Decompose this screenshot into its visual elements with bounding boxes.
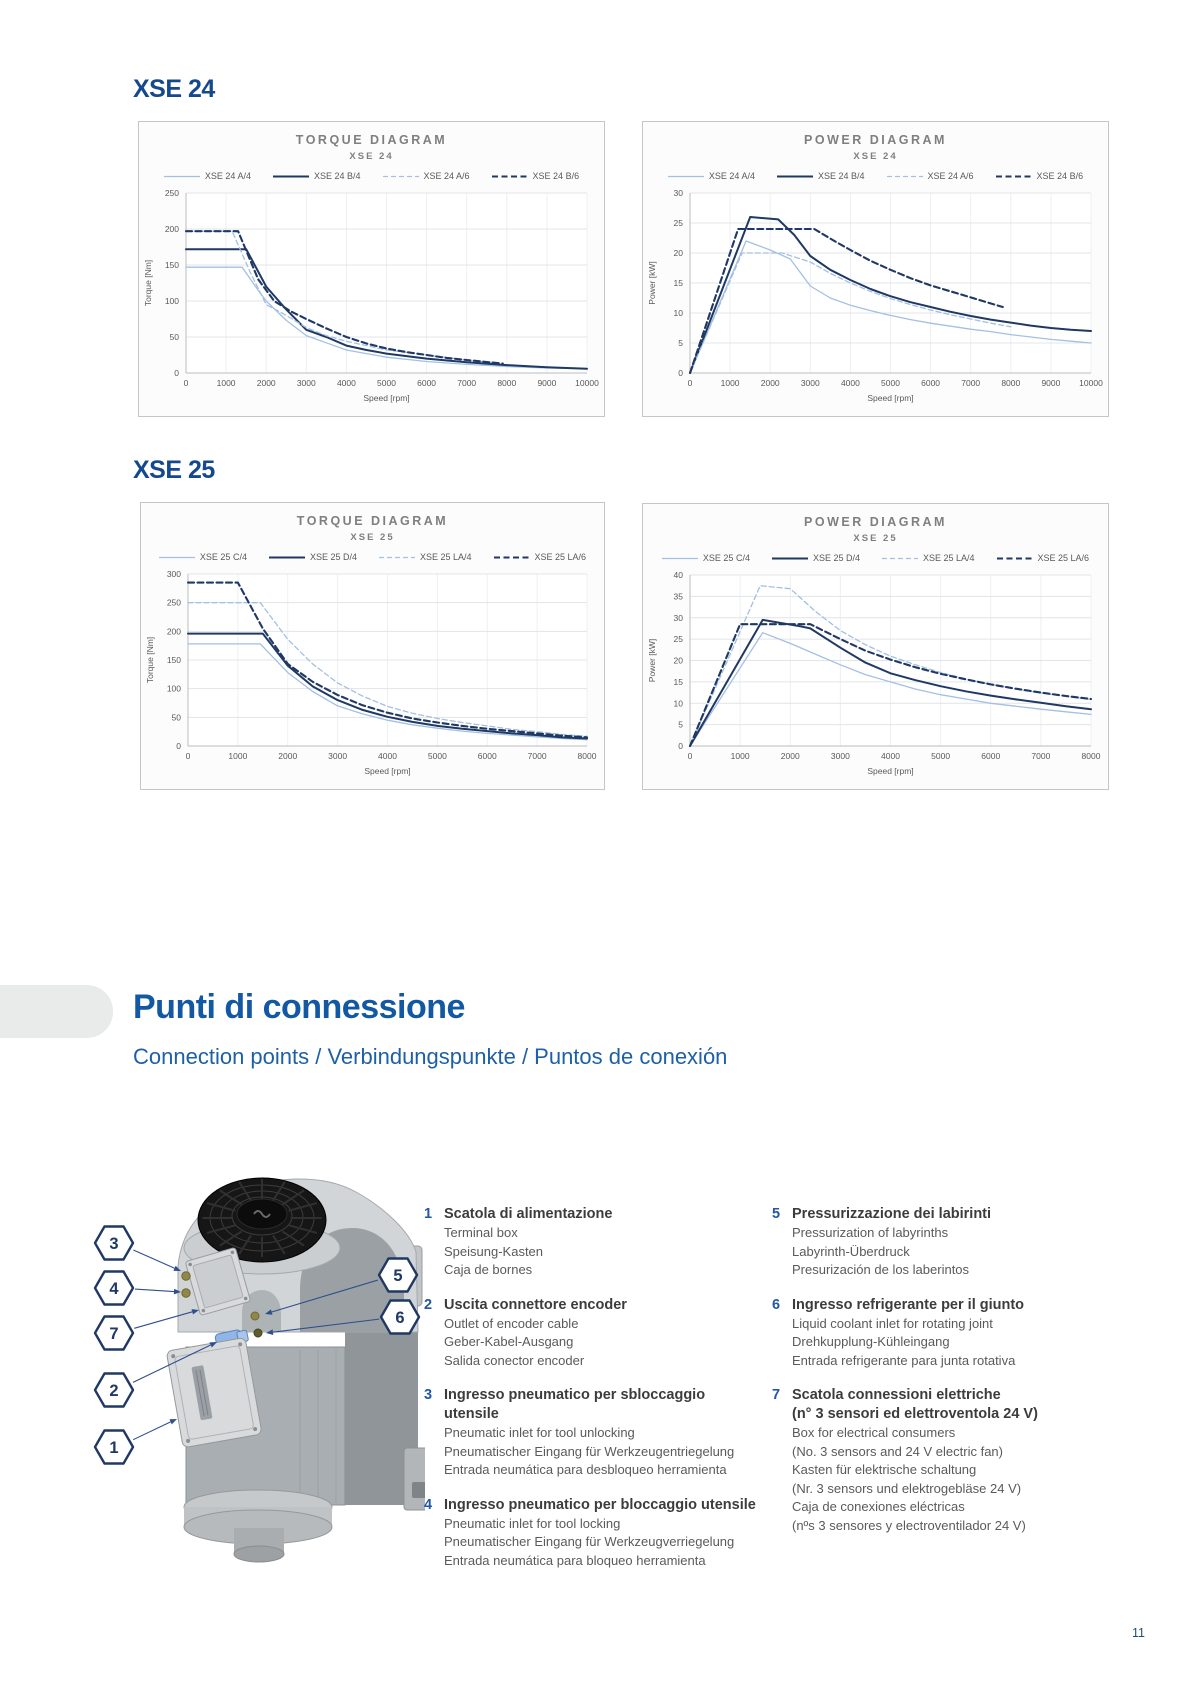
callout-number: 3 [109, 1235, 119, 1253]
item-body [444, 1496, 756, 1571]
chart-title: TORQUE DIAGRAM [296, 514, 449, 528]
item-translation: Entrada neumática para desbloqueo herramienta [444, 1462, 727, 1477]
legend-line-sample [777, 172, 813, 181]
legend-label: XSE 25 LA/4 [419, 552, 472, 562]
motor-foot-bracket [404, 1448, 425, 1510]
legend-label: XSE 25 LA/4 [922, 553, 975, 563]
callout-number: 6 [395, 1309, 405, 1327]
svg-text:6000: 6000 [477, 751, 497, 761]
svg-text:4000: 4000 [378, 751, 397, 761]
item-translation: Speisung-Kasten [444, 1243, 544, 1259]
labyrinth-fitting [251, 1312, 259, 1320]
item-translation: Entrada neumática para bloqueo herramienta [444, 1552, 706, 1568]
callout-number: 2 [109, 1382, 119, 1400]
legend-item-xse-24-a-4 [164, 171, 251, 181]
legend-label: XSE 25 D/4 [309, 552, 357, 562]
svg-text:7000: 7000 [961, 378, 981, 388]
svg-text:Speed [rpm]: Speed [rpm] [363, 393, 410, 403]
svg-text:4000: 4000 [840, 378, 860, 388]
svg-text:0: 0 [174, 368, 179, 378]
legend-item-xse-25-la-6 [997, 553, 1090, 563]
svg-text:3000: 3000 [800, 378, 820, 388]
legend-line-sample [269, 553, 305, 562]
svg-text:300: 300 [166, 569, 181, 579]
chart-legend [668, 171, 1083, 181]
item-translation: Pneumatischer Eingang für Werkzeugverriegelung [444, 1534, 735, 1549]
item-translation: Kasten für elektrische schaltung [792, 1462, 977, 1477]
section-title: Punti di connessione [133, 988, 465, 1026]
svg-text:15: 15 [673, 278, 683, 288]
connection-item-4 [424, 1496, 760, 1571]
section-accent-tab [0, 985, 113, 1038]
chart-canvas [644, 565, 1107, 779]
svg-text:7000: 7000 [527, 751, 547, 761]
svg-text:30: 30 [673, 612, 683, 623]
item-translation: Box for electrical consumers [792, 1425, 956, 1440]
svg-text:20: 20 [673, 655, 683, 666]
svg-text:100: 100 [166, 683, 181, 694]
legend-line-sample [772, 554, 808, 563]
svg-text:5: 5 [678, 338, 683, 348]
svg-text:Torque [Nm]: Torque [Nm] [143, 259, 153, 307]
chart-legend [164, 171, 579, 181]
item-translation: Liquid coolant inlet for rotating joint [792, 1315, 993, 1331]
legend-line-sample [164, 172, 200, 181]
svg-text:0: 0 [687, 378, 693, 388]
item-number: 6 [772, 1296, 781, 1313]
legend-item-xse-25-la-4 [882, 553, 975, 563]
svg-text:5000: 5000 [427, 751, 447, 761]
item-body [444, 1386, 760, 1480]
svg-text:4000: 4000 [881, 751, 900, 761]
legend-line-sample [882, 554, 918, 563]
svg-text:1000: 1000 [720, 378, 740, 388]
svg-text:Power [kW]: Power [kW] [647, 638, 657, 683]
power-diagram-xse25 [642, 503, 1109, 790]
svg-text:10: 10 [673, 308, 683, 318]
connection-list-left [424, 1205, 760, 1586]
item-translation: Salida conector encoder [444, 1352, 585, 1368]
svg-text:25: 25 [673, 634, 683, 645]
chart-title: POWER DIAGRAM [804, 515, 947, 529]
connection-item-7 [772, 1386, 1112, 1535]
legend-item-xse-25-c-4 [159, 552, 247, 562]
item-body [792, 1386, 1038, 1535]
item-translation: Geber-Kabel-Ausgang [444, 1334, 574, 1349]
legend-label: XSE 24 A/4 [708, 171, 755, 181]
callout-number: 5 [393, 1267, 403, 1285]
svg-text:Speed [rpm]: Speed [rpm] [867, 393, 914, 403]
legend-item-xse-25-la-4 [379, 552, 472, 562]
svg-text:2000: 2000 [760, 378, 780, 388]
callout-number: 7 [109, 1325, 119, 1343]
item-translation: Pneumatic inlet for tool locking [444, 1515, 621, 1531]
motor-shaft-end [234, 1546, 284, 1562]
connection-list-right [772, 1205, 1112, 1551]
connection-item-3 [424, 1386, 760, 1480]
legend-label: XSE 25 C/4 [199, 552, 247, 562]
chart-canvas [140, 183, 603, 406]
legend-line-sample [662, 554, 698, 563]
svg-text:50: 50 [171, 712, 181, 723]
item-body [792, 1296, 1024, 1371]
connection-item-1 [424, 1205, 760, 1280]
callout-4 [95, 1272, 181, 1305]
item-translation: Terminal box [444, 1225, 518, 1240]
connection-item-5 [772, 1205, 1112, 1280]
motor-illustration [75, 1095, 425, 1570]
pneumatic-fitting-lock [182, 1289, 190, 1297]
legend-line-sample [887, 172, 923, 181]
svg-text:25: 25 [673, 218, 683, 228]
svg-text:2000: 2000 [278, 751, 298, 761]
section-subtitle: Connection points / Verbindungspunkte / Puntos de conexión [133, 1044, 728, 1069]
svg-text:6000: 6000 [417, 378, 437, 388]
legend-line-sample [159, 553, 195, 562]
svg-text:7000: 7000 [1031, 751, 1051, 761]
svg-text:150: 150 [164, 260, 179, 270]
svg-text:7000: 7000 [457, 378, 477, 388]
svg-text:Torque [Nm]: Torque [Nm] [145, 636, 155, 684]
svg-text:40: 40 [673, 570, 683, 580]
svg-text:3000: 3000 [328, 751, 348, 761]
svg-text:20: 20 [673, 248, 683, 258]
item-translation: Caja de conexiones eléctricas [792, 1499, 965, 1514]
svg-text:Power [kW]: Power [kW] [647, 261, 657, 305]
legend-line-sample [494, 553, 530, 562]
svg-text:150: 150 [166, 655, 181, 665]
legend-item-xse-24-b-4 [777, 171, 865, 181]
legend-line-sample [996, 172, 1032, 181]
legend-label: XSE 24 B/4 [817, 171, 865, 181]
legend-item-xse-24-a-6 [887, 171, 974, 181]
item-translation: Pressurization of labyrinths [792, 1225, 949, 1240]
svg-text:50: 50 [169, 332, 179, 342]
svg-text:10000: 10000 [575, 378, 599, 388]
svg-text:2000: 2000 [780, 751, 800, 761]
svg-text:5000: 5000 [377, 378, 396, 388]
legend-line-sample [668, 172, 704, 181]
svg-text:8000: 8000 [497, 378, 517, 388]
svg-text:5: 5 [678, 719, 683, 730]
legend-line-sample [273, 172, 309, 181]
callout-1 [95, 1419, 177, 1464]
legend-label: XSE 24 A/6 [423, 171, 470, 181]
chart-subtitle: XSE 24 [853, 151, 898, 162]
item-body [444, 1205, 612, 1280]
item-number: 1 [424, 1206, 433, 1222]
item-translation: Presurización de los laberintos [792, 1262, 970, 1277]
item-translation: (Nr. 3 sensors und elektrogebläse 24 V) [792, 1480, 1022, 1496]
svg-text:8000: 8000 [1001, 378, 1021, 388]
item-title: Uscita connettore encoder [444, 1296, 627, 1313]
item-number: 2 [424, 1296, 433, 1313]
legend-label: XSE 24 B/4 [313, 171, 361, 181]
svg-text:35: 35 [673, 591, 683, 602]
legend-item-xse-24-a-6 [383, 171, 470, 181]
legend-line-sample [997, 554, 1033, 563]
item-translation: Outlet of encoder cable [444, 1315, 579, 1331]
chart-subtitle: XSE 25 [350, 532, 395, 543]
svg-text:15: 15 [673, 676, 683, 687]
item-title-2: (n° 3 sensori ed elettroventola 24 V) [792, 1406, 1038, 1422]
legend-item-xse-25-d-4 [269, 552, 357, 562]
power-diagram-xse24 [642, 121, 1109, 417]
terminal-box [166, 1337, 262, 1447]
item-title: Ingresso refrigerante per il giunto [792, 1296, 1025, 1313]
svg-text:5000: 5000 [931, 751, 951, 761]
svg-text:Speed [rpm]: Speed [rpm] [364, 766, 411, 776]
svg-text:6000: 6000 [981, 751, 1001, 761]
chart-legend [159, 552, 586, 562]
svg-text:0: 0 [678, 741, 683, 751]
chart-canvas [142, 564, 603, 779]
svg-text:1000: 1000 [730, 751, 750, 761]
legend-label: XSE 25 D/4 [812, 553, 860, 563]
item-translation: Drehkupplung-Kühleingang [792, 1334, 950, 1349]
legend-item-xse-24-a-4 [668, 171, 755, 181]
svg-text:0: 0 [185, 751, 191, 761]
item-title: Ingresso pneumatico per sbloccaggio utensile [444, 1387, 706, 1422]
item-translation: Caja de bornes [444, 1262, 533, 1277]
svg-text:Speed [rpm]: Speed [rpm] [867, 766, 914, 776]
item-translation: Entrada refrigerante para junta rotativa [792, 1352, 1016, 1368]
svg-text:10000: 10000 [1079, 378, 1103, 388]
svg-text:0: 0 [678, 368, 683, 378]
torque-diagram-xse25 [140, 502, 605, 790]
item-body [792, 1205, 991, 1280]
svg-text:30: 30 [673, 188, 683, 198]
svg-text:9000: 9000 [1041, 378, 1061, 388]
legend-label: XSE 25 C/4 [702, 553, 750, 563]
svg-text:1000: 1000 [216, 378, 236, 388]
svg-text:3000: 3000 [296, 378, 316, 388]
item-translation: (No. 3 sensors and 24 V electric fan) [792, 1443, 1003, 1459]
svg-text:8000: 8000 [577, 751, 597, 761]
callout-number: 1 [109, 1439, 119, 1457]
legend-item-xse-24-b-6 [996, 171, 1084, 181]
item-title: Scatola connessioni elettriche [792, 1387, 1001, 1403]
heading-xse25: XSE 25 [133, 456, 215, 484]
chart-title: POWER DIAGRAM [804, 133, 947, 147]
legend-item-xse-24-b-4 [273, 171, 361, 181]
item-number: 4 [424, 1496, 433, 1513]
page-number: 11 [1132, 1626, 1145, 1640]
legend-label: XSE 25 LA/6 [1037, 553, 1090, 563]
svg-text:100: 100 [164, 296, 179, 306]
legend-label: XSE 24 B/6 [1036, 171, 1084, 181]
chart-subtitle: XSE 24 [349, 151, 394, 162]
legend-item-xse-25-d-4 [772, 553, 860, 563]
svg-text:5000: 5000 [881, 378, 900, 388]
item-translation: Pneumatischer Eingang für Werkzeugentriegelung [444, 1443, 735, 1459]
coolant-fitting [254, 1329, 262, 1337]
svg-text:4000: 4000 [336, 378, 356, 388]
legend-line-sample [492, 172, 528, 181]
legend-line-sample [383, 172, 419, 181]
item-body [444, 1296, 627, 1371]
item-title: Ingresso pneumatico per bloccaggio utensile [444, 1496, 756, 1513]
item-title: Scatola di alimentazione [444, 1206, 613, 1222]
cooling-fan-icon [198, 1178, 326, 1262]
connection-item-6 [772, 1296, 1112, 1371]
legend-line-sample [379, 553, 415, 562]
svg-text:250: 250 [164, 188, 179, 198]
chart-title: TORQUE DIAGRAM [295, 133, 448, 147]
legend-label: XSE 24 A/4 [204, 171, 251, 181]
svg-text:6000: 6000 [921, 378, 941, 388]
svg-text:0: 0 [687, 751, 693, 761]
item-number: 7 [772, 1387, 781, 1403]
chart-canvas [644, 183, 1107, 406]
svg-text:2000: 2000 [256, 378, 276, 388]
svg-text:0: 0 [176, 741, 181, 751]
legend-label: XSE 25 LA/6 [534, 552, 587, 562]
svg-text:1000: 1000 [228, 751, 248, 761]
callout-3 [95, 1227, 181, 1272]
svg-text:3000: 3000 [830, 751, 850, 761]
svg-text:200: 200 [166, 626, 181, 637]
legend-item-xse-24-b-6 [492, 171, 580, 181]
torque-diagram-xse24 [138, 121, 605, 417]
chart-subtitle: XSE 25 [853, 533, 898, 544]
svg-text:0: 0 [183, 378, 189, 388]
connection-item-2 [424, 1296, 760, 1371]
svg-text:8000: 8000 [1081, 751, 1101, 761]
svg-text:250: 250 [166, 597, 181, 608]
svg-text:200: 200 [164, 224, 179, 234]
chart-legend [662, 553, 1089, 563]
svg-text:9000: 9000 [537, 378, 557, 388]
svg-text:10: 10 [673, 698, 683, 709]
callout-number: 4 [109, 1280, 119, 1298]
item-translation: Labyrinth-Überdruck [792, 1243, 910, 1259]
heading-xse24: XSE 24 [133, 75, 215, 103]
item-translation: (nºs 3 sensores y electroventilador 24 V) [792, 1517, 1026, 1533]
item-number: 5 [772, 1206, 781, 1222]
legend-label: XSE 24 B/6 [532, 171, 580, 181]
legend-label: XSE 24 A/6 [927, 171, 974, 181]
legend-item-xse-25-la-6 [494, 552, 587, 562]
item-number: 3 [424, 1387, 433, 1403]
item-title: Pressurizzazione dei labirinti [792, 1206, 992, 1222]
legend-item-xse-25-c-4 [662, 553, 750, 563]
item-translation: Pneumatic inlet for tool unlocking [444, 1425, 635, 1440]
pneumatic-fitting-unlock [182, 1272, 190, 1280]
